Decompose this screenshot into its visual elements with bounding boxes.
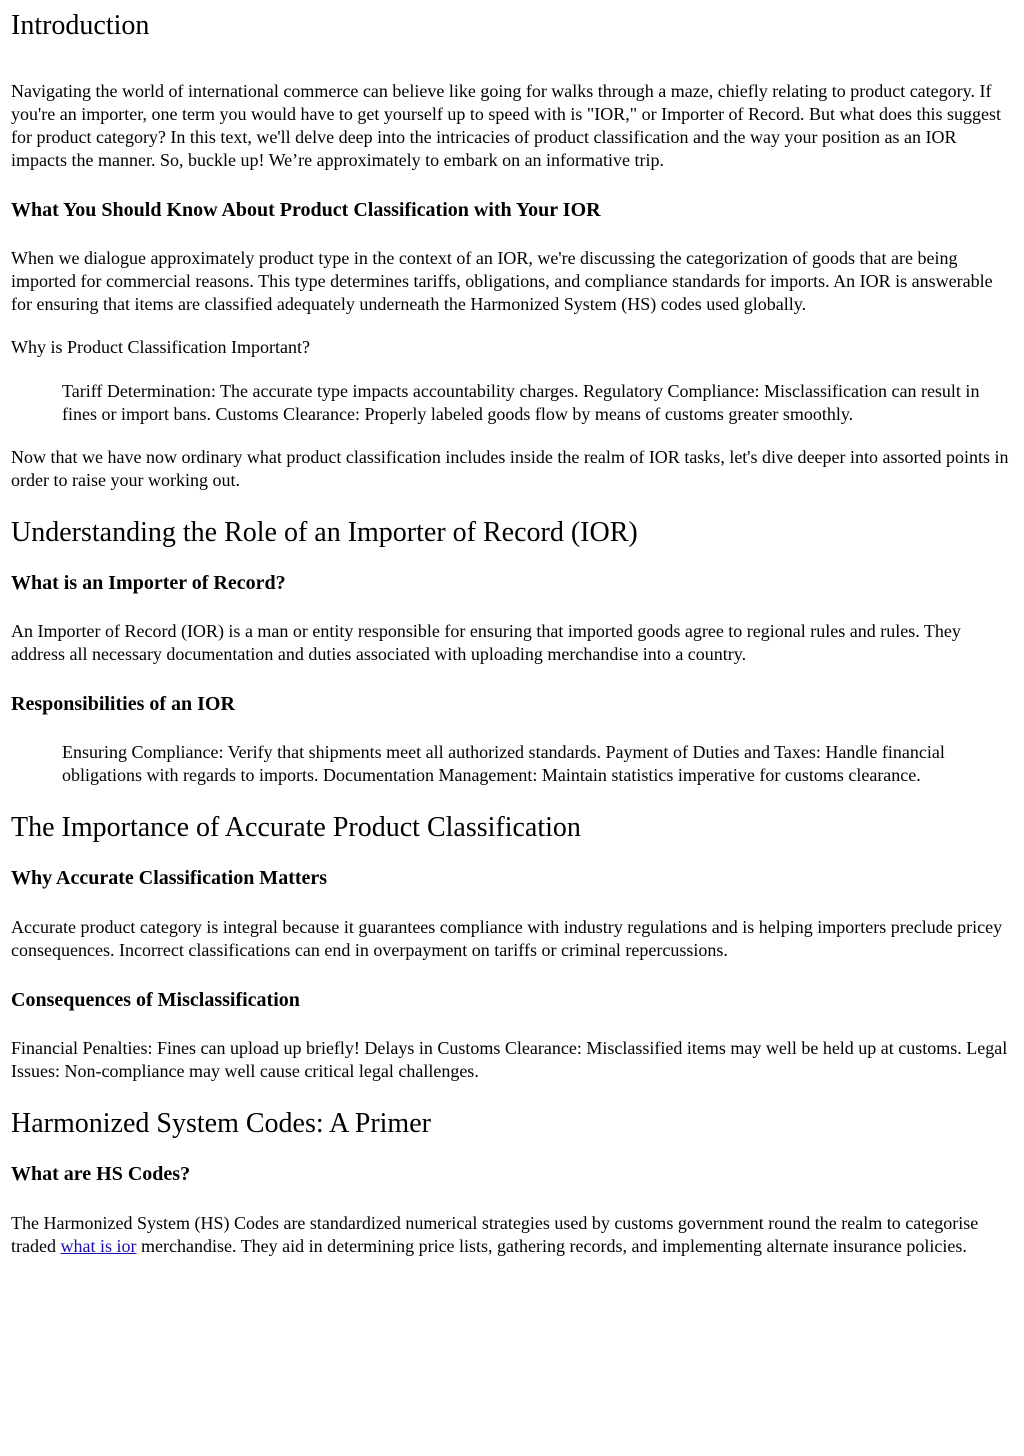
- importance-question: Why is Product Classification Important?: [11, 337, 310, 357]
- responsibilities-list: Ensuring Compliance: Verify that shipments meet all authorized standards. Payment of Duties and Taxes: Handle financial obligations with regards to imports. Documentation Management: Maintain statistics imperative for customs clearance.: [62, 742, 945, 785]
- transition-paragraph: Now that we have now ordinary what product classification includes inside the realm of IOR tasks, let's dive deeper into assorted points in order to raise your working out.: [11, 447, 1009, 490]
- hs-codes-text-start: The Harmonized System (HS) Codes are standardized numerical strategies used by customs government round the realm to categorise traded: [11, 1213, 979, 1256]
- hs-codes-paragraph: [11, 1212, 1014, 1258]
- section-heading-ior-role: Understanding the Role of an Importer of Record (IOR): [11, 517, 638, 548]
- subheading-what-are-hs-codes: What are HS Codes?: [11, 1163, 191, 1185]
- classification-paragraph: When we dialogue approximately product type in the context of an IOR, we're discussing the categorization of goods that are being imported for commercial reasons. This type determines tariffs, obligations, and compliance standards for imports. An IOR is answerable for ensuring that items are classified adequately underneath the Harmonized System (HS) codes used globally.: [11, 248, 993, 314]
- subheading-why-accurate: Why Accurate Classification Matters: [11, 867, 328, 889]
- subheading-misclassification: Consequences of Misclassification: [11, 989, 300, 1011]
- section-heading-introduction: Introduction: [11, 10, 150, 41]
- consequences-paragraph: Financial Penalties: Fines can upload up briefly! Delays in Customs Clearance: Misclassified items may well be held up at customs. Legal Issues: Non-compliance may well cause critical legal challenges.: [11, 1038, 1008, 1081]
- hs-codes-text-end: merchandise. They aid in determining price lists, gathering records, and implementing alternate insurance policies.: [136, 1236, 967, 1256]
- ior-definition-paragraph: An Importer of Record (IOR) is a man or entity responsible for ensuring that imported goods agree to regional rules and rules. They address all necessary documentation and duties associated with uploading merchandise into a country.: [11, 621, 961, 664]
- subheading-ior-responsibilities: Responsibilities of an IOR: [11, 693, 235, 715]
- subheading-what-is-ior: What is an Importer of Record?: [11, 572, 286, 594]
- importance-list: Tariff Determination: The accurate type impacts accountability charges. Regulatory Compliance: Misclassification can result in fines or import bans. Customs Clearance: Properly labeled goods flow by means of customs greater smoothly.: [62, 381, 980, 424]
- subheading-product-classification: What You Should Know About Product Classification with Your IOR: [11, 199, 601, 221]
- what-is-ior-link[interactable]: what is ior: [60, 1236, 137, 1256]
- article: [0, 10, 1024, 1258]
- accuracy-paragraph: Accurate product category is integral because it guarantees compliance with industry regulations and is helping importers preclude pricey consequences. Incorrect classifications can end in overpayment on tariffs or criminal repercussions.: [11, 917, 1003, 960]
- intro-paragraph: Navigating the world of international commerce can believe like going for walks through a maze, chiefly relating to product category. If you're an importer, one term you would have to get yourself up to speed with is "IOR," or Importer of Record. But what does this suggest for product category? In this text, we'll delve deep into the intricacies of product classification and the way your position as an IOR impacts the manner. So, buckle up! We’re approximately to embark on an informative trip.: [11, 81, 1002, 170]
- section-heading-hs-codes: Harmonized System Codes: A Primer: [11, 1108, 431, 1139]
- section-heading-accurate-classification: The Importance of Accurate Product Classification: [11, 812, 581, 843]
